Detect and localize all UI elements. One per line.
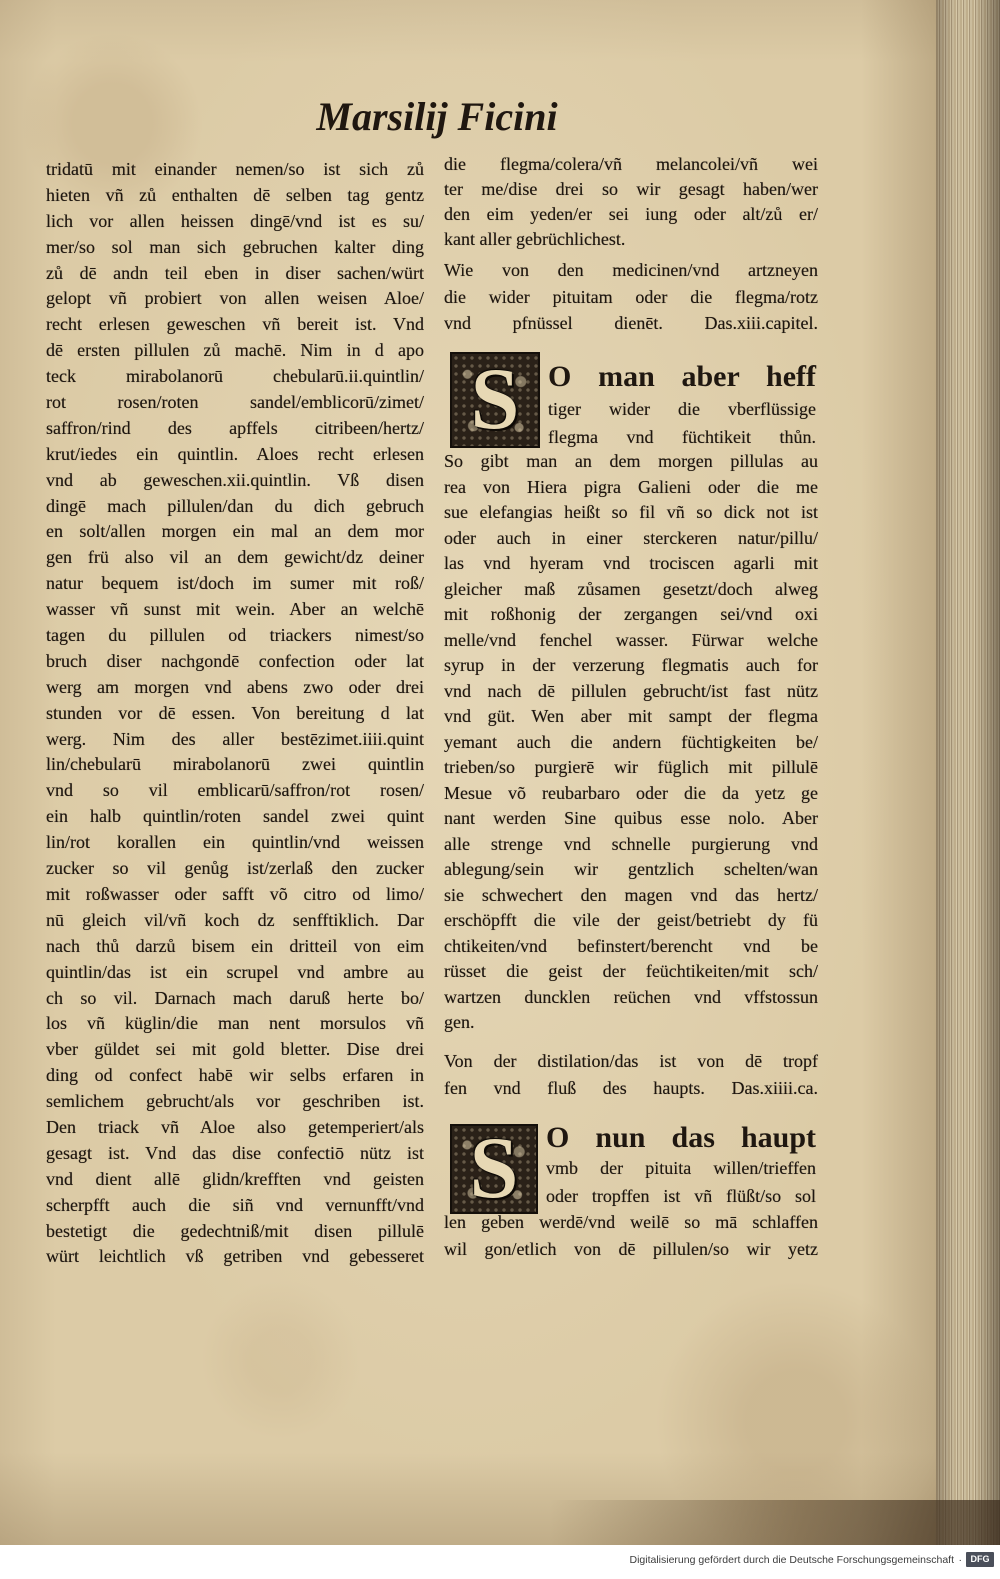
chapter-14-opening-line: O nun das haupt xyxy=(546,1121,816,1154)
text-line: las vnd hyeram vnd trociscen agarli mit xyxy=(444,553,818,573)
text-line: dē ersten pillulen zů machē. Nim in d apo xyxy=(46,340,424,361)
text-line: So gibt man an dem morgen pillulas au xyxy=(444,451,818,471)
text-line: die flegma/colera/vñ melancolei/vñ wei xyxy=(444,154,818,174)
text-line: Mesue võ reubarbaro oder die da yetz ge xyxy=(444,782,818,803)
text-line: tridatū mit einander nemen/so ist sich zů xyxy=(46,159,424,179)
text-line: syrup in der verzerung flegmatis auch for xyxy=(444,655,818,675)
text-line: semlichem gebrucht/als vor geschriben ist. xyxy=(46,1091,424,1112)
text-line: en solt/allen morgen ein mal an dem mor xyxy=(46,521,424,542)
text-line: bestetigt die gedechtniß/mit disen pillulē xyxy=(46,1220,424,1241)
text-line: vnd so vil emblicarū/saffron/rot rosen/ xyxy=(46,780,424,801)
text-line: natur bequem ist/doch im sumer mit roß/ xyxy=(46,573,424,594)
text-line: mer/so sol man sich gebruchen kalter ding xyxy=(46,236,424,257)
text-line: die wider pituitam oder die flegma/rotz xyxy=(444,286,818,307)
text-line: gesagt ist. Vnd das dise confectiō nütz ist xyxy=(46,1142,424,1163)
text-line: ding od confect habē wir selbs erfaren in xyxy=(46,1065,424,1086)
text-line: gelopt vñ probiert von allen weisen Aloe/ xyxy=(46,288,424,309)
text-line: bruch diser nachgondē confection oder lat xyxy=(46,650,424,671)
text-line: wil gon/etlich von dē pillulen/so wir yetz xyxy=(444,1239,818,1259)
text-line: vnd dient allē glidn/krefften vnd geisten xyxy=(46,1168,424,1189)
text-line: flegma vnd füchtikeit thůn. xyxy=(548,427,816,447)
text-line: mit roßhonig der zergangen sei/vnd oxi xyxy=(444,604,818,624)
left-text-column xyxy=(46,157,424,1270)
text-line: kant aller gebrüchlichest. xyxy=(444,229,626,249)
text-line: nū gleich vil/vñ koch dz senfftiklich. Dar xyxy=(46,909,424,930)
text-line: sue elefangias heißt so fil vñ so dick not ist xyxy=(444,502,818,522)
text-line: lin/rot korallen ein quintlin/vnd weissen xyxy=(46,832,424,853)
text-line: den eim yeden/er sei iung oder alt/zů er/ xyxy=(444,204,818,224)
text-line: tagen du pillulen od triackers nimest/so xyxy=(46,625,424,646)
text-line: gen. xyxy=(444,1012,475,1032)
text-line: saffron/rind des apffels citribeen/hertz/ xyxy=(46,417,424,438)
text-line: yemant auch die andern füchtigkeiten be/ xyxy=(444,731,818,752)
text-line: sie schwechert den magen vnd das hertz/ xyxy=(444,884,818,905)
text-line: wasser vñ sunst mit wein. Aber an welchē xyxy=(46,599,424,620)
text-line: wartzen duncklen reüchen vnd vffstossun xyxy=(444,986,818,1007)
chapter-13-heading xyxy=(444,257,818,337)
text-line: alle strenge vnd schnelle purgierung vnd xyxy=(444,833,818,854)
running-title: Marsilij Ficini xyxy=(316,94,558,139)
text-line: vnd pfnüssel dienēt. Das.xiii.capitel. xyxy=(444,313,818,333)
text-line: werg am morgen vnd abens zwo oder drei xyxy=(46,676,424,697)
text-line: fen vnd fluß des haupts. Das.xiiii.ca. xyxy=(444,1078,818,1098)
chapter-14-beside-initial xyxy=(546,1154,816,1210)
text-line: quintlin/das ist ein scrupel vnd ambre au xyxy=(46,961,424,982)
text-line: hieten vñ zů enthalten dē selben tag gentz xyxy=(46,184,424,205)
chapter-13-body xyxy=(444,449,818,1036)
text-line: los vñ küglin/die man nent morsulos vñ xyxy=(46,1013,424,1034)
woodcut-initial-s xyxy=(450,1124,538,1214)
text-line: werg. Nim des aller bestēzimet.iiii.quint xyxy=(46,728,424,749)
text-line: melle/vnd fenchel wasser. Fürwar welche xyxy=(444,629,818,650)
initial-letter: S xyxy=(469,1124,519,1214)
text-line: ablegung/sein wir gentzlich schelten/wan xyxy=(444,859,818,879)
footer-separator: · xyxy=(958,1554,962,1566)
text-line: stunden vor dē essen. Von bereitung d lat xyxy=(46,702,424,723)
woodcut-initial-s xyxy=(450,352,540,448)
text-line: tiger wider die vberflüssige xyxy=(548,399,816,419)
text-line: rea von Hiera pigra Galieni oder die me xyxy=(444,476,818,497)
text-line: lin/chebularū mirabolanorū zwei quintlin xyxy=(46,754,424,775)
text-line: gleicher maß zůsamen gesetzt/doch alweg xyxy=(444,578,818,599)
text-line: teck mirabolanorū chebularū.ii.quintlin/ xyxy=(46,366,424,387)
text-line: oder tropffen ist vñ flüßt/so sol xyxy=(546,1186,816,1206)
text-line: mit roßwasser oder safft võ citro od limo/ xyxy=(46,883,424,904)
text-line: recht erlesen geweschen vñ bereit ist. Vnd xyxy=(46,314,424,335)
text-line: vnd ab geweschen.xii.quintlin. Vß disen xyxy=(46,469,424,490)
text-line: len geben werdē/vnd weilē so mā schlaffen xyxy=(444,1212,818,1232)
book-fore-edge xyxy=(936,0,1000,1545)
text-line: Den triack vñ Aloe also getemperiert/als xyxy=(46,1116,424,1137)
chapter-14-heading xyxy=(444,1048,818,1102)
right-column-intro xyxy=(444,152,818,252)
text-line: Wie von den medicinen/vnd artzneyen xyxy=(444,260,818,280)
text-line: ein halb quintlin/roten sandel zwei quint xyxy=(46,806,424,827)
text-line: rüsset die geist der feüchtikeiten/mit sch/ xyxy=(444,961,818,981)
text-line: ch so vil. Darnach mach daruß herte bo/ xyxy=(46,987,424,1008)
text-line: vmb der pituita willen/trieffen xyxy=(546,1158,816,1178)
dfg-logo-icon: DFG xyxy=(966,1552,994,1567)
text-line: rot rosen/roten sandel/emblicorū/zimet/ xyxy=(46,392,424,413)
text-line: vnd güt. Wen aber mit sampt der flegma xyxy=(444,706,818,726)
page-bottom-shadow xyxy=(0,1500,1000,1545)
text-line: nach thů darzů bisem ein dritteil von eim xyxy=(46,935,424,956)
text-line: Von der distilation/das ist von dē tropf xyxy=(444,1051,818,1071)
text-line: trieben/so purgierē wir füglich mit pillulē xyxy=(444,757,818,777)
text-line: vber güldet sei mit gold bletter. Dise drei xyxy=(46,1039,424,1060)
text-line: oder auch in einer sterckeren natur/pillu/ xyxy=(444,527,818,548)
text-line: erschöpfft die vile der geist/betriebt dy fü xyxy=(444,910,818,930)
text-line: scherpfft auch die siñ vnd vernunfft/vnd xyxy=(46,1194,424,1215)
text-line: nant werden Sine quibus esse nolo. Aber xyxy=(444,808,818,828)
text-line: würt leichtlich vß getriben vnd gebesseret xyxy=(46,1246,424,1267)
text-line: ter me/dise drei so wir gesagt haben/wer xyxy=(444,179,818,199)
initial-letter: S xyxy=(470,352,520,448)
text-line: dingē mach pillulen/dan du dich gebruch xyxy=(46,495,424,516)
text-line: lich vor allen heissen dingē/vnd ist es su/ xyxy=(46,210,424,231)
text-line: chtikeiten/vnd befinstert/berencht vnd be xyxy=(444,935,818,956)
text-line: zucker so vil genůg ist/zerlaß den zucker xyxy=(46,858,424,879)
text-line: zů dē andn teil eben in diser sachen/würt xyxy=(46,262,424,283)
funding-notice: Digitalisierung gefördert durch die Deutsche Forschungsgemeinschaft xyxy=(629,1554,954,1566)
chapter-13-opening-line: O man aber heff xyxy=(548,360,816,393)
chapter-13-beside-initial xyxy=(548,395,816,451)
chapter-14-body xyxy=(444,1209,818,1263)
text-line: gen frü also vil an dem gewicht/dz deiner xyxy=(46,547,424,568)
text-line: vnd nach dē pillulen gebrucht/ist fast nütz xyxy=(444,680,818,701)
text-line: krut/iedes ein quintlin. Aloes recht erlesen xyxy=(46,443,424,464)
